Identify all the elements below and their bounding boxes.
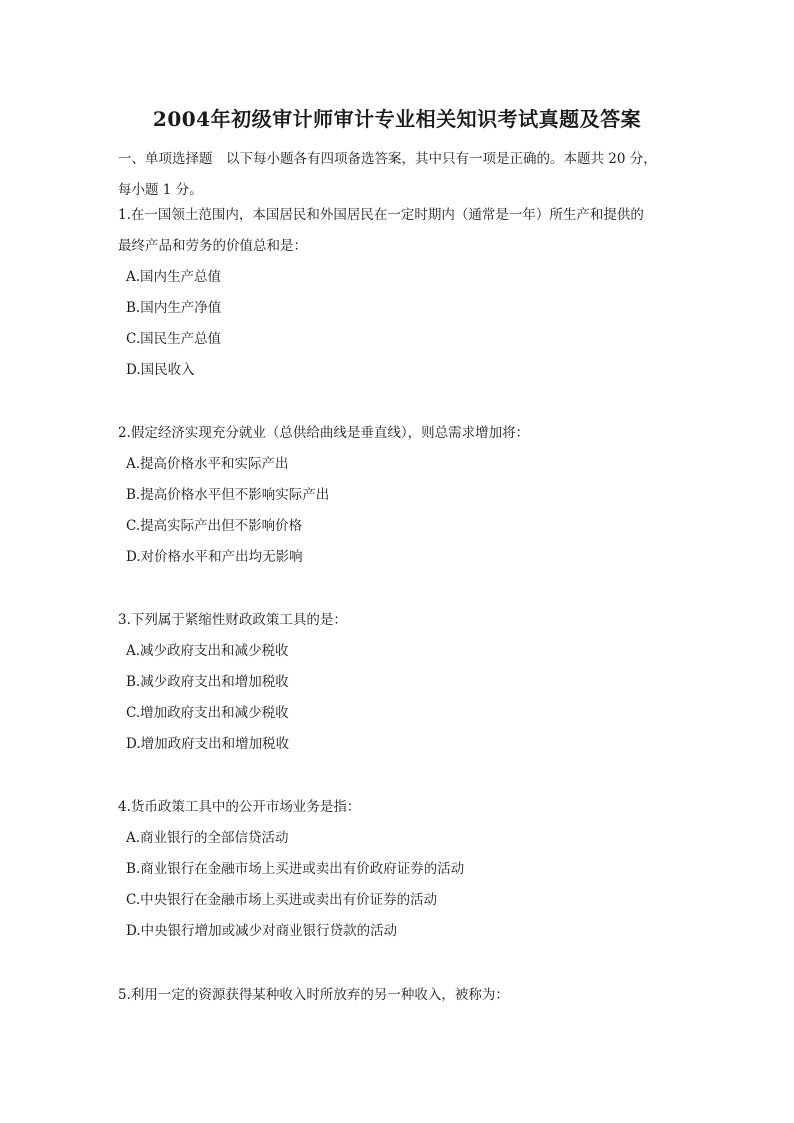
question-stem: 2.假定经济实现充分就业（总供给曲线是垂直线），则总需求增加将：	[118, 425, 530, 441]
option-a: A.提高价格水平和实际产出	[126, 456, 289, 472]
option-b: B.提高价格水平但不影响实际产出	[126, 487, 330, 503]
question-stem: 3.下列属于紧缩性财政政策工具的是：	[118, 612, 347, 628]
option-d: D.中央银行增加或减少对商业银行贷款的活动	[126, 923, 398, 939]
question-stem: 1.在一国领土范围内，本国居民和外国居民在一定时期内（通常是一年）所生产和提供的	[118, 207, 644, 223]
question-stem: 4.货币政策工具中的公开市场业务是指：	[118, 799, 361, 815]
option-b: B.减少政府支出和增加税收	[126, 674, 289, 690]
option-a: A.商业银行的全部信贷活动	[126, 830, 289, 846]
question-5	[118, 980, 688, 1011]
option-b: B.国内生产净值	[126, 300, 222, 316]
section-intro-line: 每小题 1 分。	[118, 182, 203, 198]
option-d: D.对价格水平和产出均无影响	[126, 549, 303, 565]
section-intro	[118, 144, 678, 206]
document-title: 2004年初级审计师审计专业相关知识考试真题及答案	[152, 107, 642, 131]
option-a: A.减少政府支出和减少税收	[126, 643, 289, 659]
question-3	[118, 605, 688, 760]
option-d: D.增加政府支出和增加税收	[126, 736, 290, 752]
question-1	[118, 200, 688, 386]
option-c: C.提高实际产出但不影响价格	[126, 518, 303, 534]
question-2	[118, 418, 688, 573]
question-4	[118, 792, 688, 947]
option-c: C.中央银行在金融市场上买进或卖出有价证券的活动	[126, 892, 438, 908]
option-a: A.国内生产总值	[126, 269, 222, 285]
question-stem: 5.利用一定的资源获得某种收入时所放弃的另一种收入，被称为：	[118, 987, 509, 1003]
option-c: C.国民生产总值	[126, 331, 222, 347]
section-intro-line: 一、单项选择题 以下每小题各有四项备选答案，其中只有一项是正确的。本题共 20 分，	[118, 151, 657, 167]
option-d: D.国民收入	[126, 362, 195, 378]
option-b: B.商业银行在金融市场上买进或卖出有价政府证券的活动	[126, 861, 465, 877]
option-c: C.增加政府支出和减少税收	[126, 705, 289, 721]
question-stem: 最终产品和劳务的价值总和是：	[118, 238, 307, 254]
